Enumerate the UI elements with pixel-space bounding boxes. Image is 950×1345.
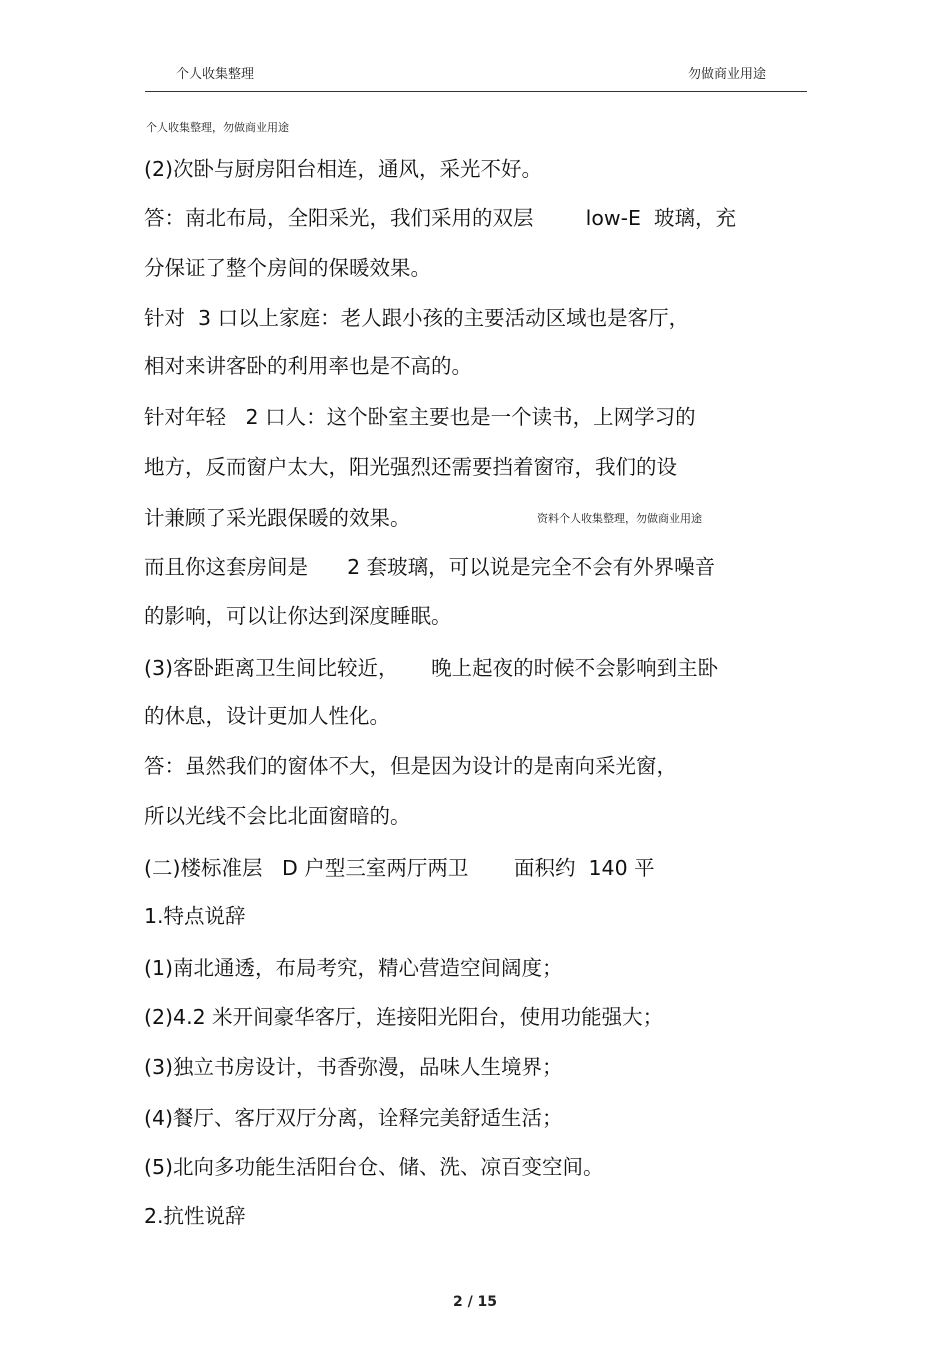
header-divider — [145, 91, 807, 92]
text-line-12: 的休息，设计更加人性化。 — [144, 704, 390, 728]
text-line-10: 的影响，可以让你达到深度睡眠。 — [144, 604, 452, 628]
text-line-6: 针对年轻 2 口人：这个卧室主要也是一个读书，上网学习的 — [144, 405, 696, 429]
text-line-1: (2)次卧与厨房阳台相连，通风，采光不好。 — [144, 157, 543, 181]
text-line-5: 相对来讲客卧的利用率也是不高的。 — [144, 354, 472, 378]
text-line-22: 2.抗性说辞 — [144, 1204, 246, 1228]
text-line-19: (3)独立书房设计，书香弥漫，品味人生境界； — [144, 1055, 563, 1079]
text-line-14: 所以光线不会比北面窗暗的。 — [144, 804, 411, 828]
text-line-20: (4)餐厅、客厅双厅分离，诠释完美舒适生活； — [144, 1106, 563, 1130]
header-right-text: 勿做商业用途 — [688, 67, 767, 82]
text-line-17: (1)南北通透，布局考究，精心营造空间阔度； — [144, 956, 563, 980]
text-line-3: 分保证了整个房间的保暖效果。 — [144, 256, 431, 280]
text-line-11: (3)客卧距离卫生间比较近， 晚上起夜的时候不会影响到主卧 — [144, 656, 719, 680]
text-line-16: 1.特点说辞 — [144, 904, 246, 928]
text-line-13: 答：虽然我们的窗体不大，但是因为设计的是南向采光窗， — [144, 754, 677, 778]
text-line-18: (2)4.2 米开间豪华客厅，连接阳光阳台，使用功能强大； — [144, 1005, 664, 1029]
top-note: 个人收集整理，勿做商业用途 — [146, 121, 289, 134]
text-line-2: 答：南北布局，全阳采光，我们采用的双层 low-E 玻璃，充 — [144, 206, 737, 230]
text-line-4: 针对 3 口以上家庭：老人跟小孩的主要活动区域也是客厅， — [144, 306, 690, 330]
text-line-15: (二)楼标准层 D 户型三室两厅两卫 面积约 140 平 — [144, 856, 655, 880]
text-line-9: 而且你这套房间是 2 套玻璃，可以说是完全不会有外界噪音 — [144, 555, 716, 579]
text-line-7: 地方，反而窗户太大，阳光强烈还需要挡着窗帘，我们的设 — [144, 455, 677, 479]
text-line-8: 计兼顾了采光跟保暖的效果。 — [144, 506, 411, 530]
inline-note: 资料个人收集整理，勿做商业用途 — [537, 512, 702, 525]
header-left-text: 个人收集整理 — [176, 67, 255, 82]
page-number: 2 / 15 — [452, 1294, 498, 1310]
text-line-21: (5)北向多功能生活阳台仓、储、洗、凉百变空间。 — [144, 1155, 604, 1179]
